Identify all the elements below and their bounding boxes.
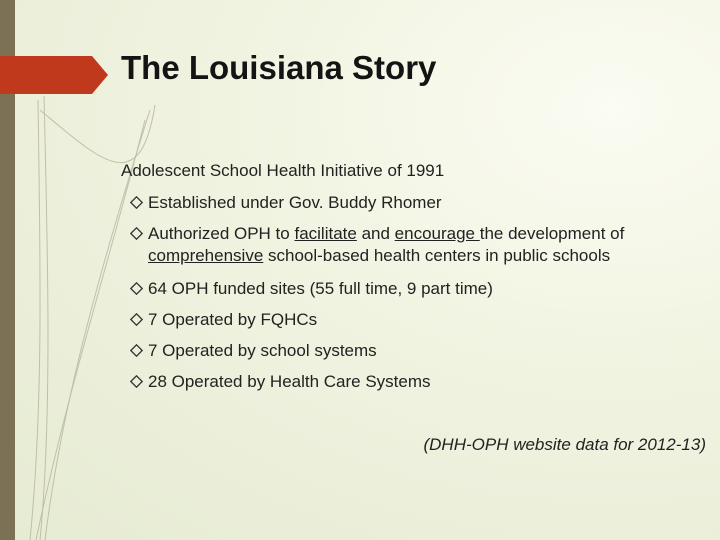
bullet-item — [130, 309, 690, 331]
bullet-text: 64 OPH funded sites (55 full time, 9 part time) — [148, 279, 493, 298]
bullet-item — [130, 340, 690, 362]
diamond-outline-icon — [130, 227, 143, 240]
bullet-text — [148, 223, 690, 267]
bullet-item — [130, 192, 690, 214]
diamond-outline-icon — [130, 344, 143, 357]
underlined-term: facilitate — [294, 224, 357, 243]
bullet-text: 28 Operated by Health Care Systems — [148, 372, 431, 391]
underlined-term: encourage — [394, 224, 480, 243]
bullet-text: Established under Gov. Buddy Rhomer — [148, 193, 442, 212]
bullet-text: 7 Operated by FQHCs — [148, 310, 318, 329]
bullet-item — [130, 223, 690, 267]
bullet-text-segment: and — [356, 224, 395, 243]
source-note: (DHH-OPH website data for 2012-13) — [423, 435, 706, 454]
slide-subtitle: Adolescent School Health Initiative of 1991 — [121, 161, 445, 180]
bullet-item — [130, 371, 690, 393]
title-arrow-shape — [0, 56, 108, 94]
diamond-outline-icon — [130, 375, 143, 388]
bullet-text-segment: the development of — [479, 224, 625, 243]
slide-title: The Louisiana Story — [121, 49, 437, 86]
bullet-text-segment: school-based health centers in public schools — [263, 246, 611, 265]
bullet-text-segment: Authorized OPH to — [148, 224, 295, 243]
bullet-item — [130, 278, 690, 300]
bullet-text: 7 Operated by school systems — [148, 341, 377, 360]
diamond-outline-icon — [130, 282, 143, 295]
diamond-outline-icon — [130, 196, 143, 209]
underlined-term: comprehensive — [148, 246, 264, 265]
diamond-outline-icon — [130, 313, 143, 326]
